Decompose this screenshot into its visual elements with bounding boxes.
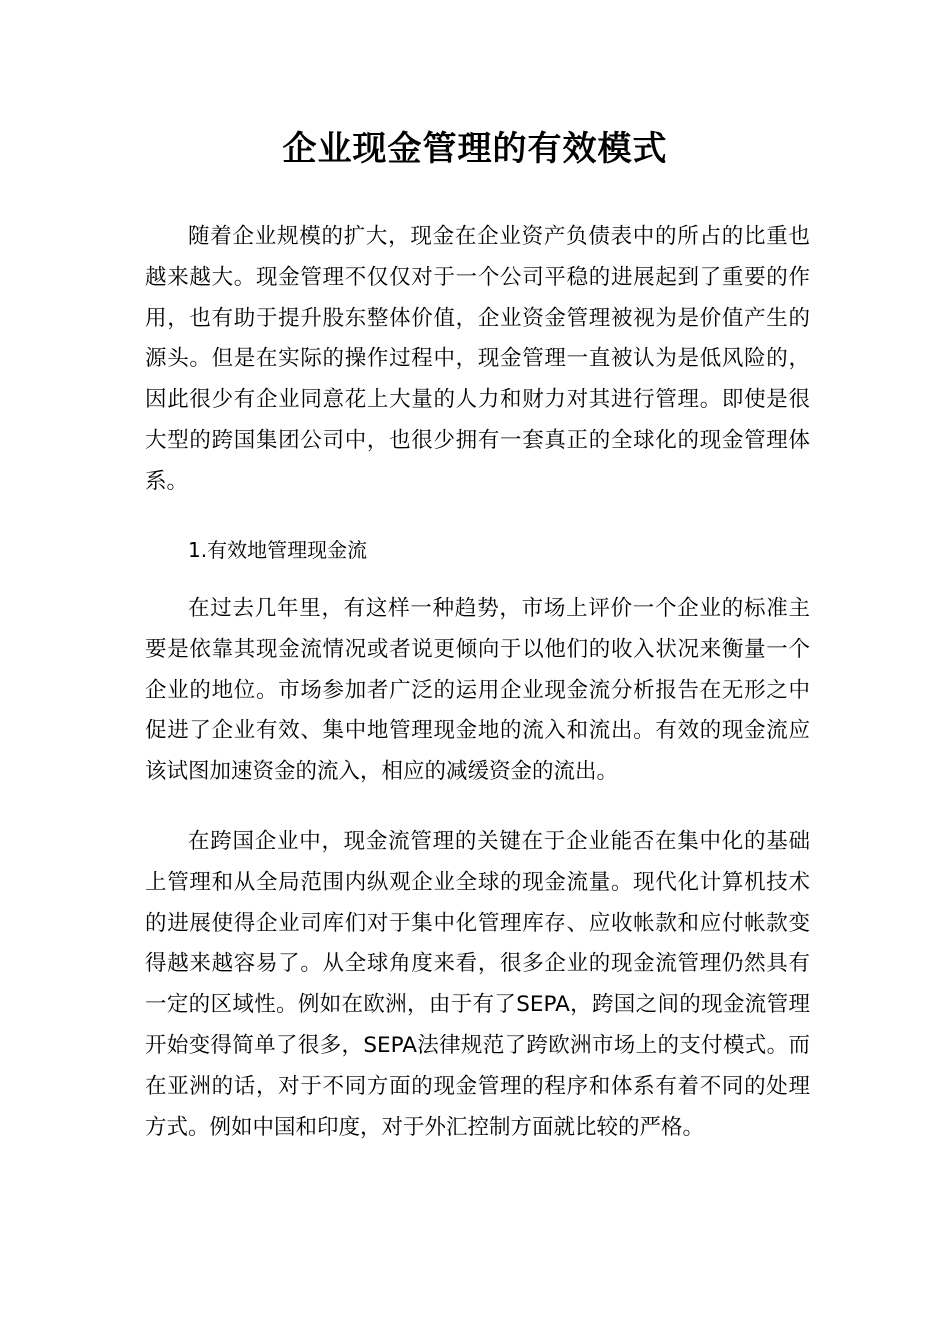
- section-heading: 1.有效地管理现金流: [188, 538, 368, 562]
- paragraph-cash-flow-trend: 在过去几年里，有这样一种趋势，市场上评价一个企业的标准主要是依靠其现金流情况或者说更倾向于以他们的收入状况来衡量一个企业的地位。市场参加者广泛的运用企业现金流分析报告在无形之中促进了企业有效、集中地管理现金地的流入和流出。有效的现金流应该试图加速资金的流入，相应的减缓资金的流出。: [145, 596, 810, 785]
- document-title: 企业现金管理的有效模式: [282, 129, 668, 169]
- paragraph-intro: 随着企业规模的扩大，现金在企业资产负债表中的所占的比重也越来越大。现金管理不仅仅对于一个公司平稳的进展起到了重要的作用，也有助于提升股东整体价值，企业资金管理被视为是价值产生的源头。但是在实际的操作过程中，现金管理一直被认为是低风险的，因此很少有企业同意花上大量的人力和财力对其进行管理。即使是很大型的跨国集团公司中，也很少拥有一套真正的全球化的现金管理体系。: [145, 224, 810, 494]
- paragraph-multinational: 在跨国企业中，现金流管理的关键在于企业能否在集中化的基础上管理和从全局范围内纵观企业全球的现金流量。现代化计算机技术的进展使得企业司库们对于集中化管理库存、应收帐款和应付帐款变得越来越容易了。从全球角度来看，很多企业的现金流管理仍然具有一定的区域性。例如在欧洲，由于有了SEPA，跨国之间的现金流管理开始变得简单了很多，SEPA法律规范了跨欧洲市场上的支付模式。而在亚洲的话，对于不同方面的现金管理的程序和体系有着不同的处理方式。例如中国和印度，对于外汇控制方面就比较的严格。: [145, 829, 810, 1140]
